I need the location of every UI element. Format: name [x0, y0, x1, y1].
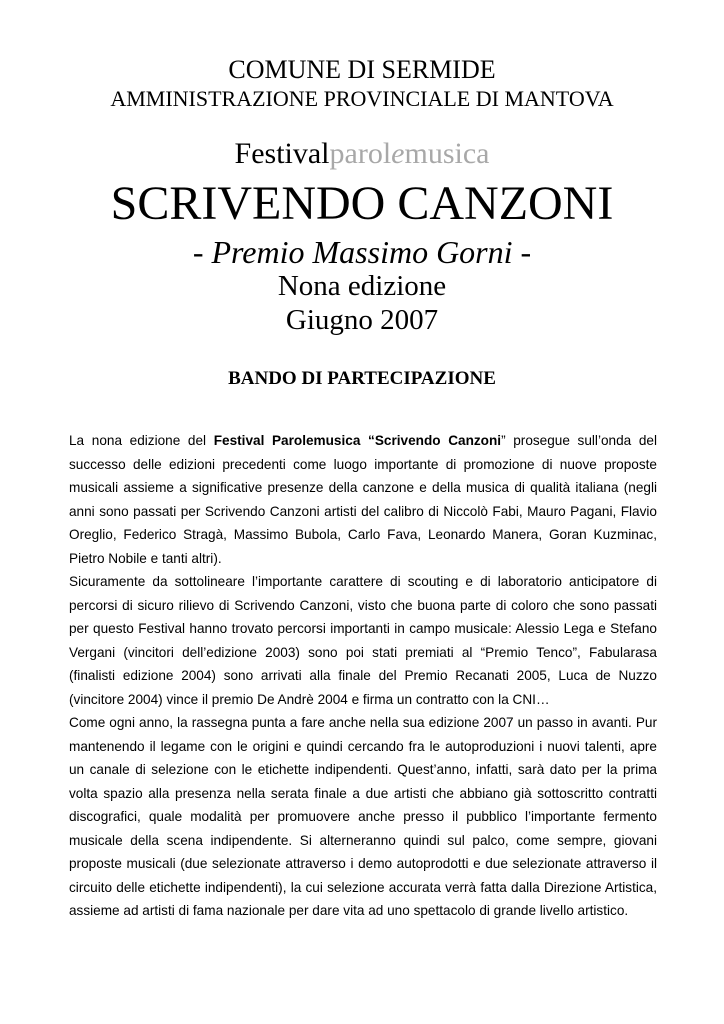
premio-subtitle: - Premio Massimo Gorni - — [192, 234, 532, 270]
paragraph-intro-start: La nona edizione del — [69, 433, 214, 448]
paragraph-intro-rest: ” prosegue sull’onda del successo delle edizioni precedenti come luogo importante di promozione di nuove proposte musicali assieme a significative presenze della canzone e della musica di qualità italiana (negli anni sono passati per Scrivendo Canzoni artisti del calibro di Niccolò Fabi, Mauro Pagani, Flavio Oreglio, Federico Stragà, Massimo Bubola, Carlo Fava, Leonardo Manera, Goran Kuzminac, Pietro Nobile e tanti altri). — [69, 433, 658, 566]
edition-label: Nona edizione — [277, 270, 447, 302]
event-title: SCRIVENDO CANZONI — [110, 177, 614, 230]
festival-name-bold: Festival Parolemusica “Scrivendo Canzoni — [213, 433, 502, 448]
body-text — [69, 429, 657, 923]
festival-logo-parol: parol — [329, 137, 392, 170]
date-label: Giugno 2007 — [285, 304, 439, 336]
festival-logo-musica: musica — [404, 137, 490, 170]
festival-logo-word: Festival — [234, 137, 330, 170]
festival-logo-e: e — [391, 137, 405, 170]
comune-heading: COMUNE DI SERMIDE — [228, 55, 496, 84]
bando-title: BANDO DI PARTECIPAZIONE — [228, 368, 496, 389]
festival-logo — [0, 139, 724, 169]
paragraph-intro — [69, 429, 657, 570]
amministrazione-heading: AMMINISTRAZIONE PROVINCIALE DI MANTOVA — [110, 86, 614, 111]
paragraph-edizione-2007: Come ogni anno, la rassegna punta a fare anche nella sua edizione 2007 un passo in avanti. Pur mantenendo il legame con le origini e quindi cercando fra le autoproduzioni i nuovi talenti, apre un canale di selezione con le etichette indipendenti. Quest’anno, infatti, sarà dato per la prima volta spazio alla presenza nella serata finale a due artisti che abbiano già sottoscritto contratti discografici, quale modalità per promuovere anche presso il pubblico l’importante fermento musicale della scena indipendente. Si alterneranno quindi sul palco, come sempre, giovani proposte musicali (due selezionate attraverso i demo autoprodotti e due selezionate attraverso il circuito delle etichette indipendenti), la cui selezione accurata verrà fatta dalla Direzione Artistica, assieme ad artisti di fama nazionale per dare vita ad uno spettacolo di grande livello artistico. — [69, 715, 657, 918]
paragraph-scouting: Sicuramente da sottolineare l’importante carattere di scouting e di laboratorio anticipatore di percorsi di sicuro rilievo di Scrivendo Canzoni, visto che buona parte di coloro che sono passati per questo Festival hanno trovato percorsi importanti in campo musicale: Alessio Lega e Stefano Vergani (vincitori dell’edizione 2003) sono poi stati premiati al “Premio Tenco”, Fabularasa (finalisti edizione 2004) sono arrivati alla finale del Premio Recanati 2005, Luca de Nuzzo (vincitore 2004) vince il premio De Andrè 2004 e firma un contratto con la CNI… — [69, 574, 657, 707]
